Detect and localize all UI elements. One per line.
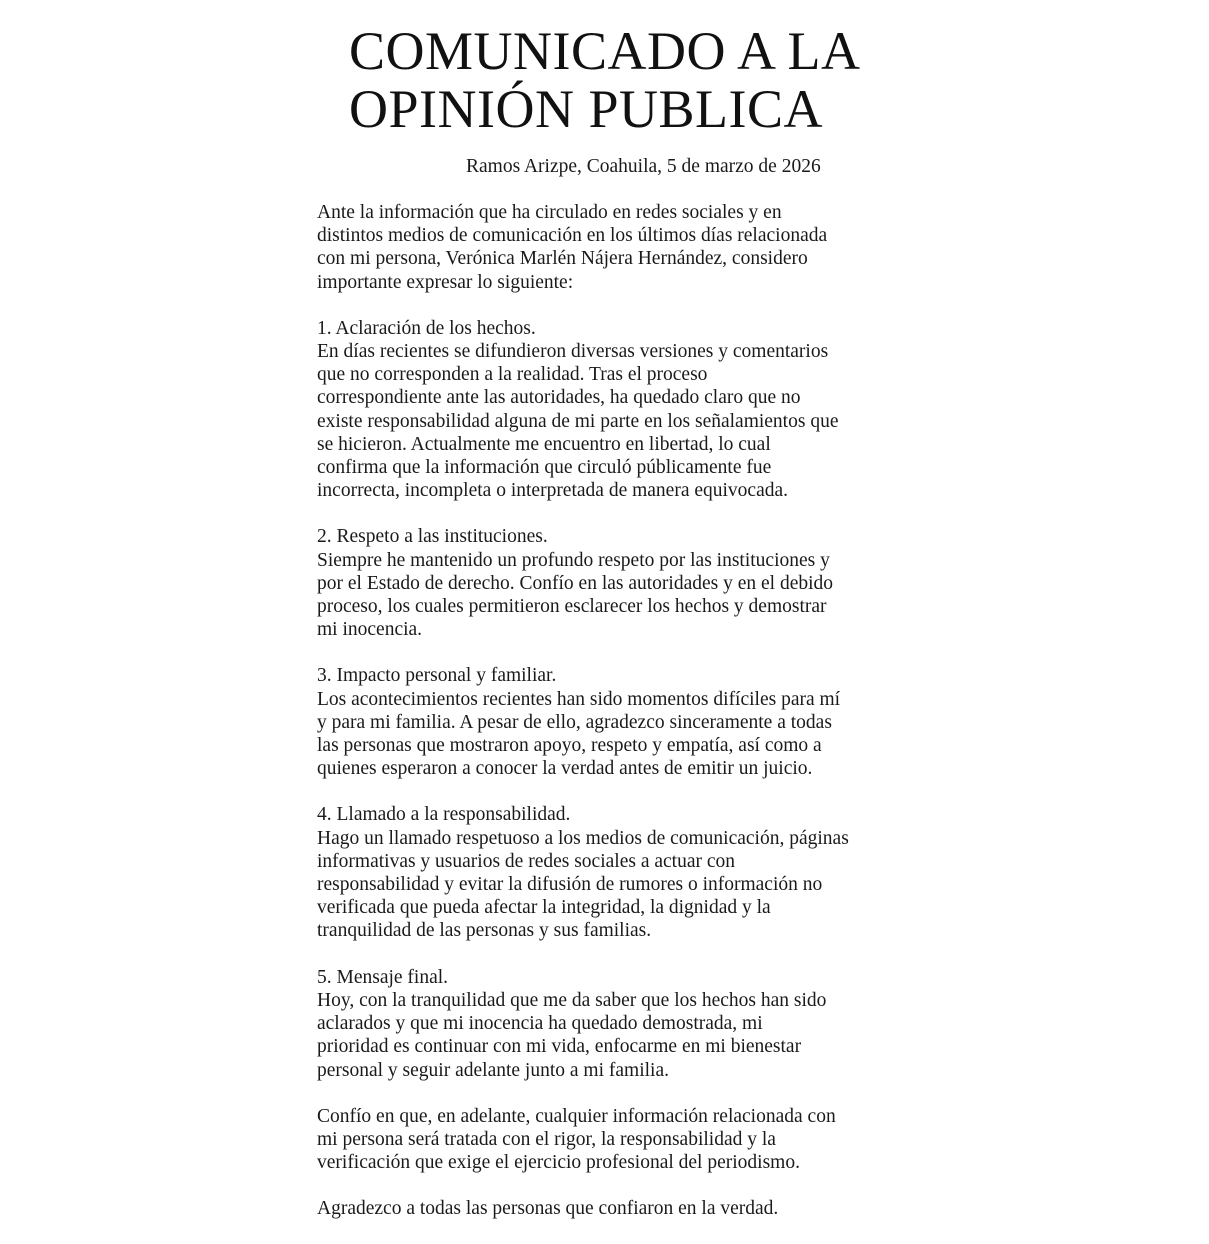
text-line: Siempre he mantenido un profundo respeto por las instituciones y — [317, 549, 830, 571]
section-2 — [317, 525, 917, 641]
text-line: Agradezco a todas las personas que confiaron en la verdad. — [317, 1198, 779, 1220]
text-line: Ante la información que ha circulado en redes sociales y en — [317, 202, 782, 223]
section-3 — [317, 664, 917, 780]
closing-paragraph — [317, 1105, 917, 1175]
text-line: verificada que pueda afectar la integridad, la dignidad y la — [317, 897, 771, 919]
text-line: mi inocencia. — [317, 619, 423, 641]
section-1 — [317, 317, 917, 503]
document-body — [317, 201, 917, 1244]
dateline: Ramos Arizpe, Coahuila, 5 de marzo de 2026 — [466, 156, 821, 177]
text-line: correspondiente ante las autoridades, ha quedado claro que no — [317, 387, 801, 409]
text-line: En días recientes se difundieron diversas versiones y comentarios — [317, 341, 829, 363]
text-line: que no corresponden a la realidad. Tras el proceso — [317, 364, 708, 386]
intro-paragraph — [317, 201, 917, 294]
text-line: personal y seguir adelante junto a mi familia. — [317, 1059, 669, 1081]
text-line: prioridad es continuar con mi vida, enfocarme en mi bienestar — [317, 1036, 802, 1058]
text-line: Los acontecimientos recientes han sido momentos difíciles para mí — [317, 688, 841, 710]
text-line: confirma que la información que circuló públicamente fue — [317, 457, 772, 479]
text-line: aclarados y que mi inocencia ha quedado demostrada, mi — [317, 1013, 763, 1035]
text-line: incorrecta, incompleta o interpretada de manera equivocada. — [317, 480, 789, 502]
text-line: con mi persona, Verónica Marlén Nájera Hernández, considero — [317, 248, 808, 270]
text-line: se hicieron. Actualmente me encuentro en libertad, lo cual — [317, 433, 771, 455]
final-thanks — [317, 1197, 917, 1220]
title-line: COMUNICADO A LA — [349, 21, 861, 81]
section-heading: 3. Impacto personal y familiar. — [317, 665, 557, 687]
text-line: por el Estado de derecho. Confío en las autoridades y en el debido — [317, 572, 834, 594]
section-heading: 2. Respeto a las instituciones. — [317, 526, 548, 548]
text-line: importante expresar lo siguiente: — [317, 271, 574, 293]
text-line: tranquilidad de las personas y sus familias. — [317, 920, 652, 942]
text-line: mi persona será tratada con el rigor, la responsabilidad y la — [317, 1128, 776, 1150]
section-heading: 4. Llamado a la responsabilidad. — [317, 804, 571, 826]
text-line: Hoy, con la tranquilidad que me da saber que los hechos han sido — [317, 989, 827, 1011]
text-line: Hago un llamado respetuoso a los medios de comunicación, páginas — [317, 827, 849, 849]
text-line: informativas y usuarios de redes sociales a actuar con — [317, 850, 736, 872]
text-line: verificación que exige el ejercicio profesional del periodismo. — [317, 1152, 800, 1174]
section-5 — [317, 966, 917, 1082]
text-line: Confío en que, en adelante, cualquier información relacionada con — [317, 1105, 836, 1127]
text-line: y para mi familia. A pesar de ello, agradezco sinceramente a todas — [317, 711, 832, 733]
document-title — [349, 22, 861, 138]
text-line: responsabilidad y evitar la difusión de rumores o información no — [317, 874, 823, 896]
text-line: proceso, los cuales permitieron esclarecer los hechos y demostrar — [317, 596, 827, 618]
text-line: las personas que mostraron apoyo, respeto y empatía, así como a — [317, 735, 822, 757]
section-4 — [317, 803, 917, 942]
section-heading: 5. Mensaje final. — [317, 966, 449, 988]
text-line: existe responsabilidad alguna de mi parte en los señalamientos que — [317, 410, 839, 432]
text-line: distintos medios de comunicación en los últimos días relacionada — [317, 225, 828, 247]
title-line: OPINIÓN PUBLICA — [349, 79, 824, 139]
text-line: quienes esperaron a conocer la verdad antes de emitir un juicio. — [317, 758, 813, 780]
section-heading: 1. Aclaración de los hechos. — [317, 317, 536, 339]
